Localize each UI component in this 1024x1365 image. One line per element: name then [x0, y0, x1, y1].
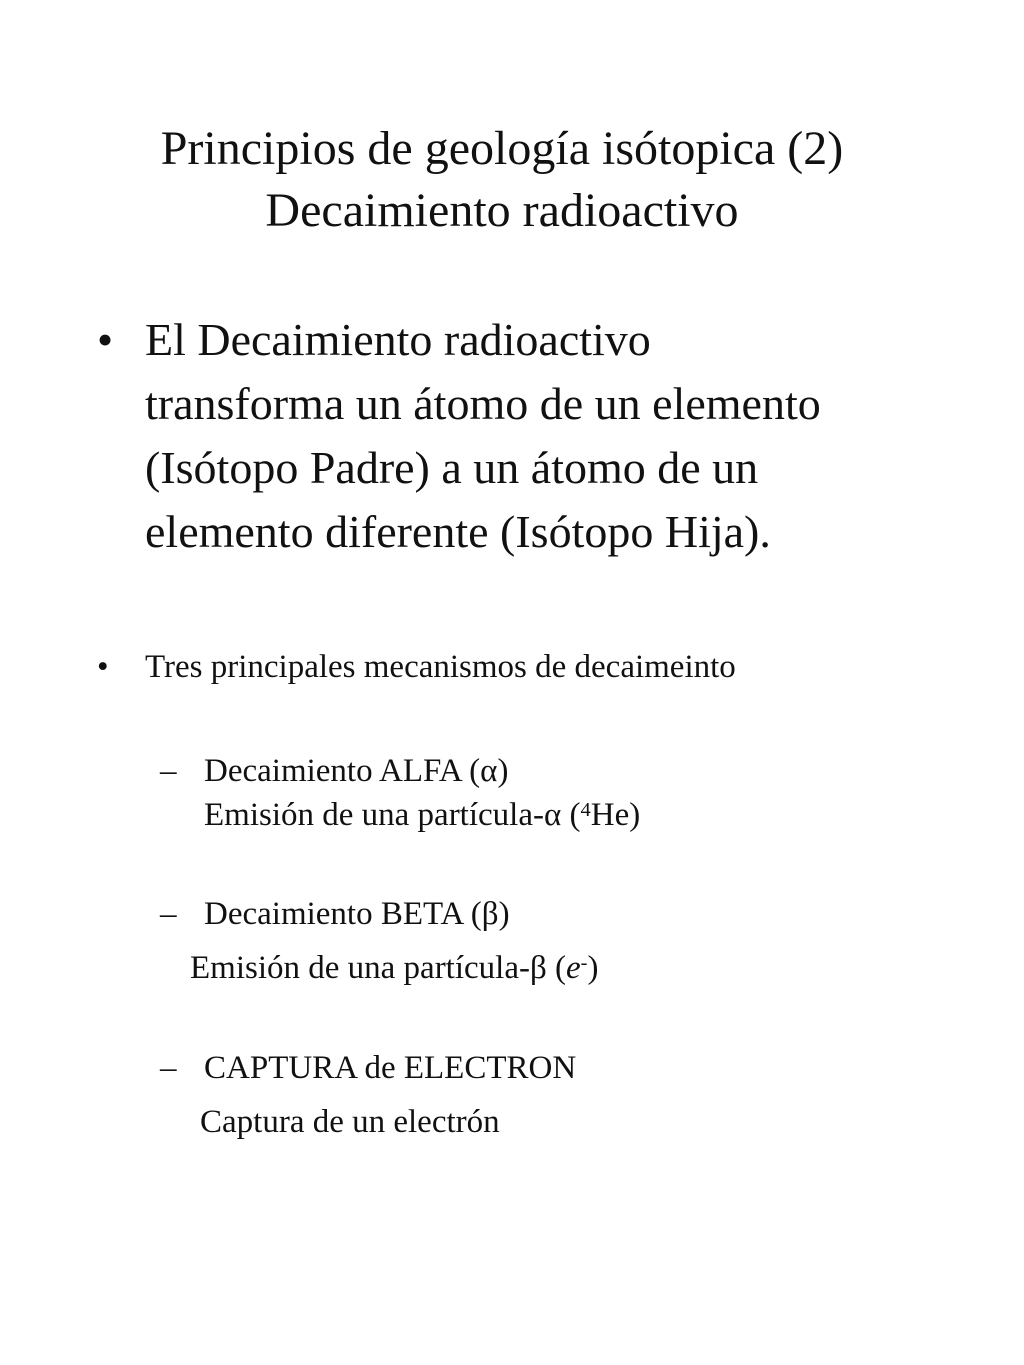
alpha-desc-prefix: Emisión de una partícula-α ( [204, 797, 581, 833]
dash-icon: – [160, 1050, 177, 1086]
alpha-decay-description [204, 793, 640, 837]
title-line-2: Decaimiento radioactivo [265, 184, 739, 237]
electron-capture-heading: CAPTURA de ELECTRON [204, 1050, 577, 1086]
dash-icon: – [160, 753, 177, 789]
beta-decay-description [190, 946, 598, 990]
beta-desc-superscript: - [580, 951, 588, 974]
main-bullet-line-1: El Decaimiento radioactivo [145, 314, 651, 365]
title-line-1: Principios de geología isótopica (2) [160, 122, 844, 175]
beta-decay-heading: Decaimiento BETA (β) [204, 896, 510, 932]
mechanisms-bullet-text: Tres principales mecanismos de decaimeinto [145, 649, 736, 685]
beta-desc-suffix: ) [587, 950, 599, 986]
electron-capture-description: Captura de un electrón [200, 1104, 500, 1140]
main-bullet-line-2: transforma un átomo de un elemento [145, 378, 821, 429]
alpha-desc-superscript: 4 [580, 798, 591, 821]
bullet-dot-icon: • [97, 314, 114, 365]
dash-icon: – [160, 896, 177, 932]
main-bullet-text [145, 308, 995, 564]
main-bullet-line-4: elemento diferente (Isótopo Hija). [145, 506, 771, 557]
slide-title [0, 118, 1004, 242]
beta-desc-electron: e [566, 950, 581, 986]
main-bullet-line-3: (Isótopo Padre) a un átomo de un [145, 442, 759, 493]
alpha-decay-heading: Decaimiento ALFA (α) [204, 753, 509, 789]
bullet-dot-icon: • [97, 649, 109, 685]
beta-desc-prefix: Emisión de una partícula-β ( [190, 950, 567, 986]
alpha-desc-suffix: He) [590, 797, 641, 833]
